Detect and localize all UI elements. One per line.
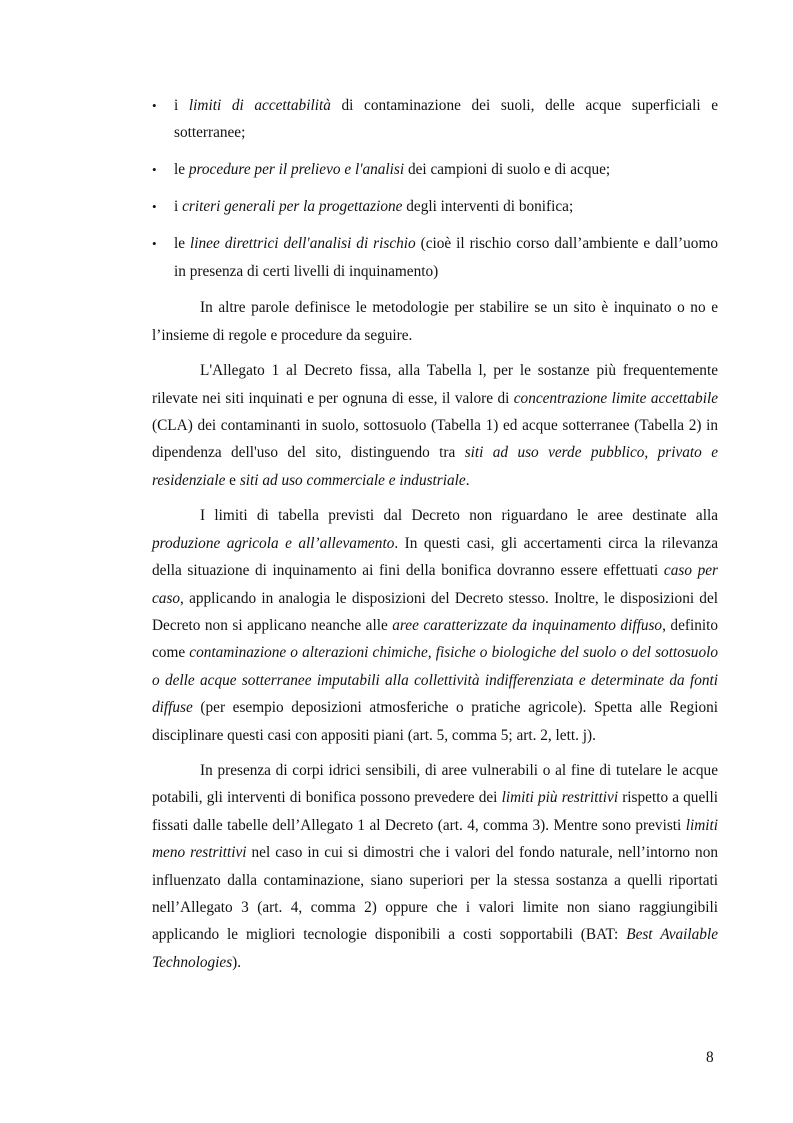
- text-run: degli interventi di bonifica;: [402, 198, 574, 216]
- paragraph: [152, 294, 718, 349]
- italic-text: procedure per il prelievo e l'analisi: [188, 161, 405, 179]
- text-run: le: [174, 235, 191, 253]
- text-run: di contaminazione dei suoli, delle acque superficiali e sotterranee;: [174, 97, 718, 142]
- text-run: . In questi casi, gli accertamenti circa la rilevanza della situazione di inquinamento ai fini della bonifica dovranno essere effettuati: [152, 534, 718, 580]
- text-run: i: [174, 97, 189, 114]
- italic-text: produzione agricola e all’allevamento: [152, 534, 395, 552]
- italic-text: Best Available Technologies: [152, 926, 718, 971]
- text-run: .: [465, 471, 470, 489]
- text-run: , applicando in analogia le disposizioni del Decreto stesso. Inoltre, le disposizioni del Decreto non si applicano neanche alle: [152, 589, 718, 634]
- page-number: 8: [706, 1049, 714, 1066]
- bullet-item: [152, 156, 718, 183]
- italic-text: criteri generali per la progettazione: [182, 198, 403, 216]
- italic-text: limiti di accettabilità: [188, 97, 331, 114]
- document-page: [152, 92, 718, 984]
- bullet-item: [152, 193, 718, 220]
- text-run: (per esempio deposizioni atmosferiche o pratiche agricole). Spetta alle Regioni disciplinare questi casi con appositi piani (art. 5, comma 5; art. 2, lett. j).: [152, 699, 718, 744]
- body-text: [152, 294, 718, 976]
- bullet-list: [152, 92, 718, 285]
- paragraph: [152, 357, 718, 494]
- italic-text: linee direttrici dell'analisi di rischio: [190, 235, 416, 253]
- text-run: ).: [232, 953, 242, 971]
- text-run: L'Allegato 1 al Decreto fissa, alla Tabella l, per le sostanze più frequentemente rilevate nei siti inquinati e per ognuna di esse, il valore di: [152, 362, 718, 407]
- text-run: nel caso in cui si dimostri che i valori del fondo naturale, nell’intorno non influenzato dalla contaminazione, siano superiori per la stessa sostanza a quelli riportati nell’Allegato 3 (art. 4, comma 2) oppure che i valori limite non siano raggiungibili applicando le migliori tecnologie disponibili a costi sopportabili (BAT:: [152, 844, 718, 944]
- text-run: (cioè il rischio corso dall’ambiente e dall’uomo in presenza di certi livelli di inquinamento): [174, 235, 718, 280]
- text-run: le: [174, 161, 189, 179]
- bullet-icon: •: [152, 236, 157, 252]
- italic-text: caso per caso: [152, 562, 718, 607]
- italic-text: limiti meno restrittivi: [152, 816, 718, 862]
- bullet-icon: •: [152, 98, 157, 113]
- text-run: (CLA) dei contaminanti in suolo, sottosuolo (Tabella 1) ed acque sotterranee (Tabella 2) in dipendenza dell'uso del sito, distinguendo tra: [152, 417, 718, 462]
- bullet-item: [152, 92, 718, 147]
- bullet-icon: •: [152, 162, 157, 178]
- italic-text: contaminazione o alterazioni chimiche, fisiche o biologiche del suolo o del sottosuolo o delle acque sotterranee imputabili alla collettività indifferenziata e determinate da fonti diffuse: [152, 644, 718, 717]
- italic-text: concentrazione limite accettabile: [513, 389, 718, 407]
- italic-text: siti ad uso verde pubblico, privato e residenziale: [152, 444, 718, 489]
- bullet-item: [152, 230, 718, 285]
- text-run: i: [174, 198, 183, 216]
- text-run: dei campioni di suolo e di acque;: [404, 161, 611, 179]
- text-run: I limiti di tabella previsti dal Decreto non riguardano le aree destinate alla: [200, 507, 718, 525]
- paragraph: [152, 502, 718, 749]
- paragraph: [152, 757, 718, 976]
- text-run: In presenza di corpi idrici sensibili, di aree vulnerabili o al fine di tutelare le acque potabili, gli interventi di bonifica possono prevedere dei: [152, 761, 718, 807]
- text-run: e: [225, 471, 240, 489]
- bullet-icon: •: [152, 199, 157, 215]
- italic-text: siti ad uso commerciale e industriale: [239, 471, 466, 489]
- italic-text: aree caratterizzate da inquinamento diffuso: [392, 616, 663, 634]
- text-run: rispetto a quelli fissati dalle tabelle dell’Allegato 1 al Decreto (art. 4, comma 3). Mentre sono previsti: [152, 789, 718, 834]
- text-run: , definito come: [152, 616, 719, 662]
- italic-text: limiti più restrittivi: [501, 789, 619, 807]
- text-run: In altre parole definisce le metodologie per stabilire se un sito è inquinato o no e l’insieme di regole e procedure da seguire.: [152, 299, 718, 344]
